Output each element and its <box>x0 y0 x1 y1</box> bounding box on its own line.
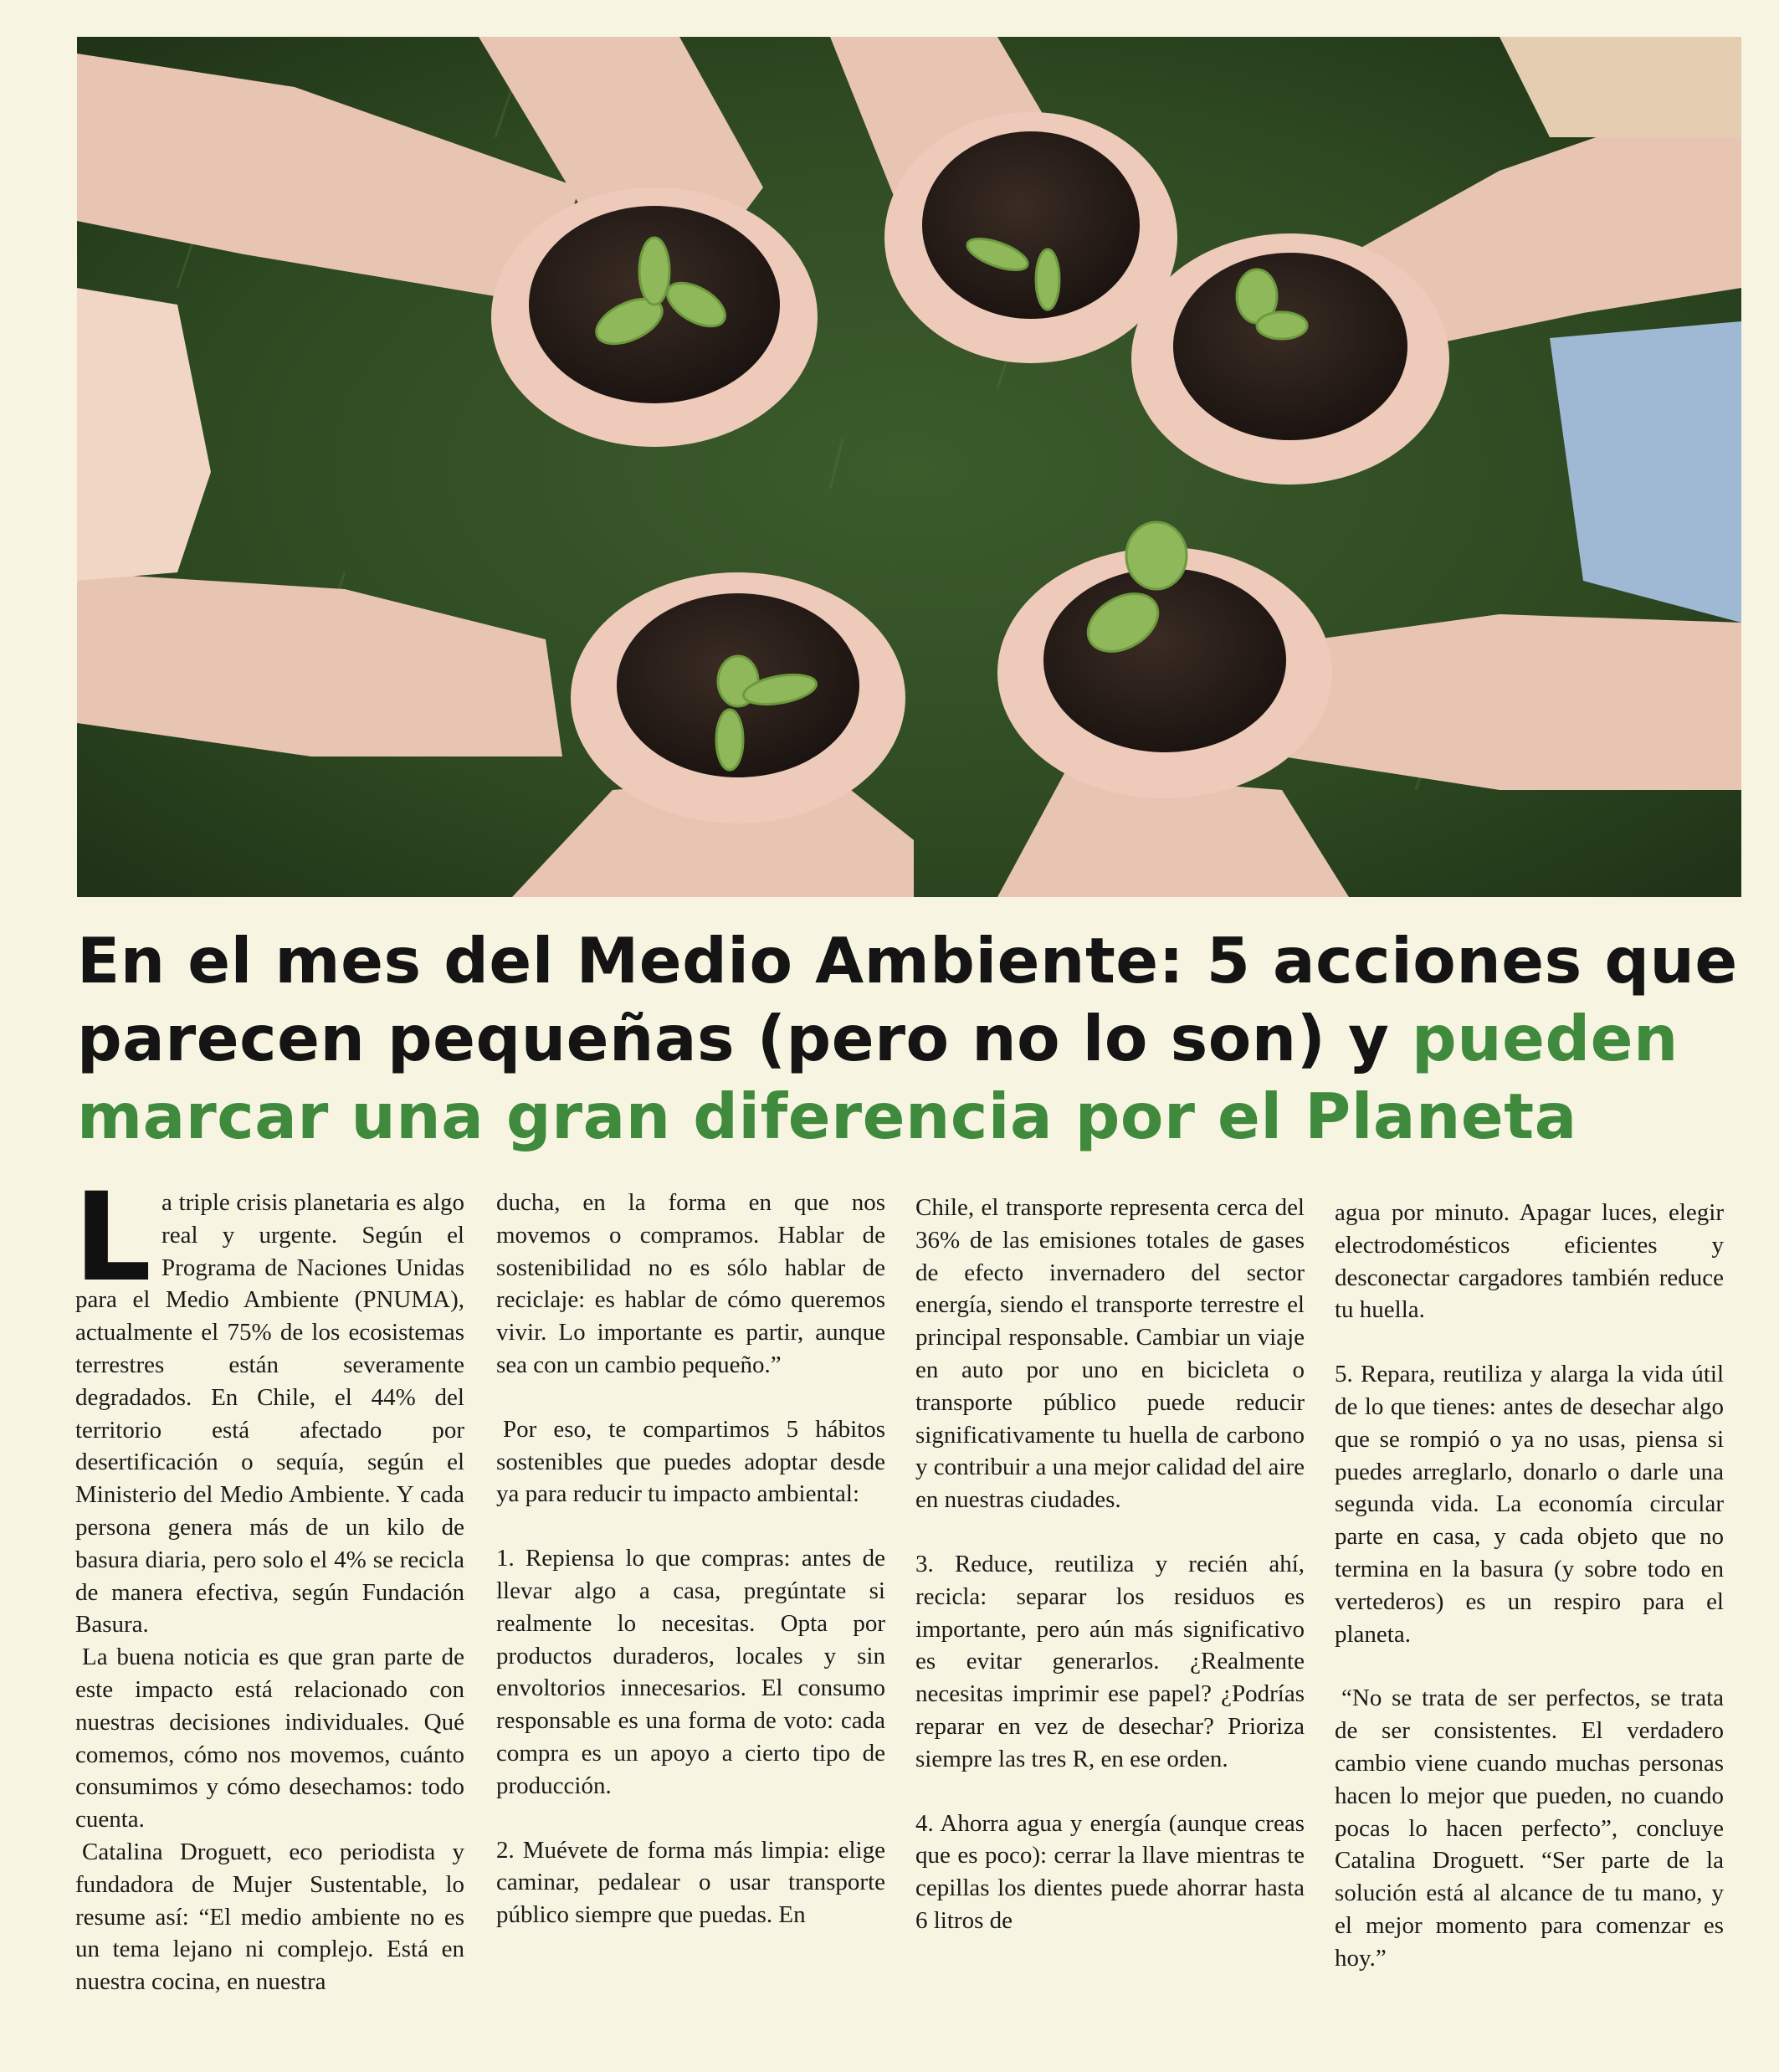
article-column-3 <box>915 1192 1305 1937</box>
habit-4-start: 4. Ahorra agua y energía (aunque creas que es poco): cerrar la llave mientras te cepillas los dientes puede ahorrar hasta 6 litros de <box>915 1809 1305 1934</box>
headline <box>77 922 1741 1156</box>
good-news-paragraph: La buena noticia es que gran parte de este impacto está relacionado con nuestras decisiones individuales. Qué comemos, cómo nos movemos, cuánto consumimos y cómo desechamos: todo cuenta. <box>75 1644 464 1834</box>
habits-intro-paragraph: Por eso, te compartimos 5 hábitos sostenibles que puedes adoptar desde ya para reducir tu impacto ambiental: <box>496 1415 885 1508</box>
headline-part-green: pueden marcar una gran diferencia por el Planeta <box>77 1002 1679 1153</box>
article-column-1 <box>74 1167 464 1998</box>
hero-photo <box>77 37 1741 897</box>
habit-1: 1. Repiensa lo que compras: antes de llevar algo a casa, pregúntate si realmente lo necesitas. Opta por productos duraderos, locales y sin envoltorios innecesarios. El consumo responsable es una forma de voto: cada compra es un apoyo a cierto tipo de producción. <box>496 1545 885 1799</box>
intro-paragraph: La triple crisis planetaria es algo real y urgente. Según el Programa de Naciones Unidas para el Medio Ambiente (PNUMA), actualmente el 75% de los ecosistemas terrestres están severamente degradados. En Chile, el 44% del territorio está afectado por desertificación o sequía, según el Ministerio del Medio Ambiente. Y cada persona genera más de un kilo de basura diaria, pero solo el 4% se recicla de manera efectiva, según Fundación Basura. <box>74 1167 464 1639</box>
quote-droguett-end: ducha, en la forma en que nos movemos o compramos. Hablar de sostenibilidad no es sólo hablar de reciclaje: es hablar de cómo queremos vivir. Lo importante es partir, aunque sea con un cambio pequeño.” <box>496 1189 885 1378</box>
article-column-4 <box>1335 1197 1724 1975</box>
drop-cap: L <box>74 1167 152 1309</box>
habit-2-start: 2. Muévete de forma más limpia: elige caminar, pedalear o usar transporte público siempre que puedas. En <box>496 1836 885 1929</box>
hands-holding-soil-seedlings-image <box>77 37 1741 897</box>
habit-2-end: Chile, el transporte representa cerca del 36% de las emisiones totales de gases de efecto invernadero del sector energía, siendo el transporte terrestre el principal responsable. Cambiar un viaje en auto por uno en bicicleta o transporte público puede reducir significativamente tu huella de carbono y contribuir a una mejor calidad del aire en nuestras ciudades. <box>915 1194 1305 1514</box>
habit-3: 3. Reduce, reutiliza y recién ahí, recicla: separar los residuos es importante, pero aún más significativo es evitar generarlos. ¿Realmente necesitas imprimir ese papel? ¿Podrías reparar en vez de desechar? Prioriza siempre las tres R, en ese orden. <box>915 1550 1305 1772</box>
closing-quote: “No se trata de ser perfectos, se trata de ser consistentes. El verdadero cambio viene cuando muchas personas hacen lo mejor que pueden, no cuando pocas lo hacen perfecto”, concluye Catalina Droguett. “Ser parte de la solución está al alcance de tu mano, y el mejor momento para comenzar es hoy.” <box>1335 1685 1724 1972</box>
headline-part-black: En el mes del Medio Ambiente: 5 acciones que parecen pequeñas (pero no lo son) y <box>77 924 1738 1075</box>
quote-droguett-start: Catalina Droguett, eco periodista y fundadora de Mujer Sustentable, lo resume así: “El medio ambiente no es un tema lejano ni complejo. Está en nuestra cocina, en nuestra <box>75 1838 464 1996</box>
article-column-2 <box>496 1187 885 1931</box>
habit-4-end: agua por minuto. Apagar luces, elegir electrodomésticos eficientes y desconectar cargadores también reduce tu huella. <box>1335 1199 1724 1324</box>
habit-5: 5. Repara, reutiliza y alarga la vida útil de lo que tienes: antes de desechar algo que se rompió o ya no usas, piensa si puedes arreglarlo, donarlo o darle una segunda vida. La economía circular parte en casa, y cada objeto que no termina en la basura (y sobre todo en vertederos) es un respiro para el planeta. <box>1335 1361 1724 1648</box>
